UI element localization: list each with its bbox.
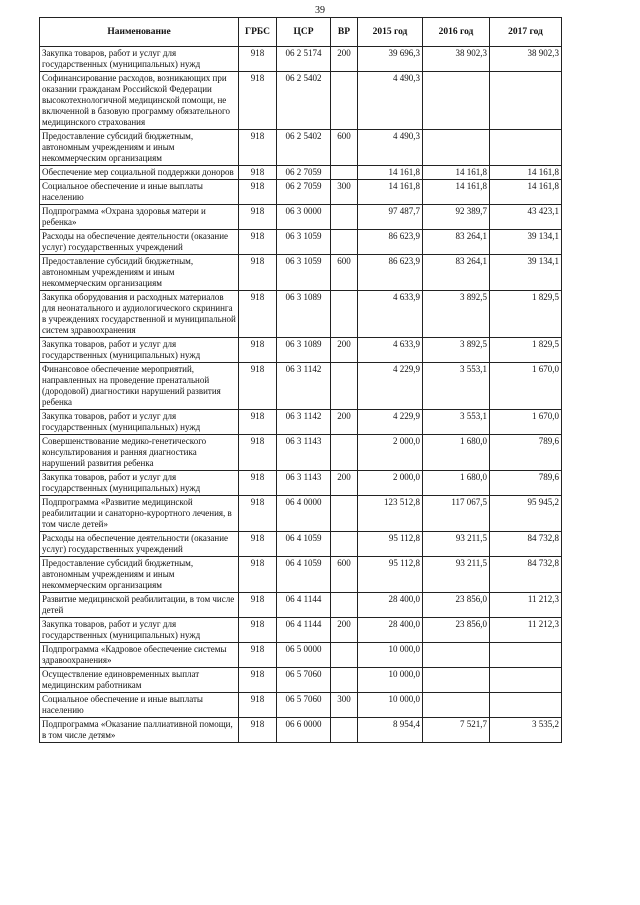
cell-csr: 06 3 1059 — [277, 255, 331, 291]
header-name: Наименование — [40, 18, 239, 47]
cell-vr: 200 — [331, 410, 358, 435]
table-row — [40, 718, 562, 743]
cell-2015: 4 633,9 — [358, 338, 423, 363]
cell-2017: 84 732,8 — [490, 557, 562, 593]
cell-2017 — [490, 643, 562, 668]
cell-vr — [331, 593, 358, 618]
cell-2015: 4 490,3 — [358, 72, 423, 130]
cell-grbs: 918 — [239, 255, 277, 291]
cell-2015: 8 954,4 — [358, 718, 423, 743]
cell-name: Закупка товаров, работ и услуг для государственных (муниципальных) нужд — [40, 471, 239, 496]
cell-name: Расходы на обеспечение деятельности (оказание услуг) государственных учреждений — [40, 532, 239, 557]
table-row — [40, 693, 562, 718]
cell-csr: 06 4 1059 — [277, 557, 331, 593]
cell-name: Предоставление субсидий бюджетным, автономным учреждениям и иным некоммерческим организациям — [40, 557, 239, 593]
cell-2016 — [423, 130, 490, 166]
cell-2015: 97 487,7 — [358, 205, 423, 230]
cell-name: Осуществление единовременных выплат медицинским работникам — [40, 668, 239, 693]
cell-2015: 4 633,9 — [358, 291, 423, 338]
table-row — [40, 668, 562, 693]
cell-csr: 06 4 0000 — [277, 496, 331, 532]
header-vr: ВР — [331, 18, 358, 47]
cell-2015: 95 112,8 — [358, 557, 423, 593]
cell-2015: 28 400,0 — [358, 618, 423, 643]
cell-vr: 300 — [331, 693, 358, 718]
cell-grbs: 918 — [239, 643, 277, 668]
cell-vr — [331, 643, 358, 668]
cell-2017: 1 670,0 — [490, 363, 562, 410]
cell-csr: 06 2 5174 — [277, 47, 331, 72]
cell-2016: 3 892,5 — [423, 291, 490, 338]
cell-2015: 10 000,0 — [358, 643, 423, 668]
table-row — [40, 471, 562, 496]
cell-2016: 83 264,1 — [423, 230, 490, 255]
cell-2017: 3 535,2 — [490, 718, 562, 743]
table-row — [40, 180, 562, 205]
cell-csr: 06 2 5402 — [277, 72, 331, 130]
table-row — [40, 435, 562, 471]
cell-csr: 06 3 1059 — [277, 230, 331, 255]
cell-2015: 4 229,9 — [358, 363, 423, 410]
cell-2017: 1 670,0 — [490, 410, 562, 435]
table-body — [40, 47, 562, 743]
cell-2017: 14 161,8 — [490, 166, 562, 180]
cell-2016: 3 892,5 — [423, 338, 490, 363]
cell-2016: 38 902,3 — [423, 47, 490, 72]
cell-vr: 600 — [331, 557, 358, 593]
cell-name: Подпрограмма «Кадровое обеспечение системы здравоохранения» — [40, 643, 239, 668]
cell-csr: 06 2 7059 — [277, 180, 331, 205]
cell-2017: 95 945,2 — [490, 496, 562, 532]
cell-csr: 06 4 1144 — [277, 618, 331, 643]
cell-2017: 1 829,5 — [490, 338, 562, 363]
table-row — [40, 47, 562, 72]
cell-csr: 06 4 1144 — [277, 593, 331, 618]
cell-2017: 39 134,1 — [490, 255, 562, 291]
cell-grbs: 918 — [239, 471, 277, 496]
cell-vr: 200 — [331, 471, 358, 496]
cell-grbs: 918 — [239, 72, 277, 130]
cell-grbs: 918 — [239, 47, 277, 72]
cell-csr: 06 3 1143 — [277, 435, 331, 471]
cell-2015: 10 000,0 — [358, 668, 423, 693]
cell-2015: 123 512,8 — [358, 496, 423, 532]
cell-2017: 14 161,8 — [490, 180, 562, 205]
cell-csr: 06 3 1089 — [277, 291, 331, 338]
cell-2017 — [490, 668, 562, 693]
cell-vr: 300 — [331, 180, 358, 205]
table-row — [40, 643, 562, 668]
cell-name: Закупка товаров, работ и услуг для государственных (муниципальных) нужд — [40, 618, 239, 643]
cell-grbs: 918 — [239, 668, 277, 693]
table-row — [40, 230, 562, 255]
cell-vr — [331, 435, 358, 471]
cell-name: Предоставление субсидий бюджетным, автономным учреждениям и иным некоммерческим организациям — [40, 130, 239, 166]
table-row — [40, 618, 562, 643]
cell-2016: 14 161,8 — [423, 166, 490, 180]
table-header-row — [40, 18, 562, 47]
header-csr: ЦСР — [277, 18, 331, 47]
cell-2017: 11 212,3 — [490, 593, 562, 618]
cell-csr: 06 5 0000 — [277, 643, 331, 668]
cell-vr: 200 — [331, 47, 358, 72]
cell-name: Закупка товаров, работ и услуг для государственных (муниципальных) нужд — [40, 410, 239, 435]
table-row — [40, 291, 562, 338]
cell-vr — [331, 291, 358, 338]
cell-vr: 600 — [331, 255, 358, 291]
cell-name: Подпрограмма «Охрана здоровья матери и ребенка» — [40, 205, 239, 230]
cell-name: Развитие медицинской реабилитации, в том числе детей — [40, 593, 239, 618]
table-row — [40, 593, 562, 618]
cell-name: Подпрограмма «Оказание паллиативной помощи, в том числе детям» — [40, 718, 239, 743]
cell-name: Софинансирование расходов, возникающих при оказании гражданам Российской Федерации высокотехнологичной медицинской помощи, не включенной в базовую программу обязательного медицинского страхования — [40, 72, 239, 130]
cell-2017: 789,6 — [490, 435, 562, 471]
cell-csr: 06 6 0000 — [277, 718, 331, 743]
cell-2017: 39 134,1 — [490, 230, 562, 255]
cell-csr: 06 3 1089 — [277, 338, 331, 363]
cell-name: Закупка товаров, работ и услуг для государственных (муниципальных) нужд — [40, 338, 239, 363]
cell-vr: 200 — [331, 338, 358, 363]
cell-2016: 3 553,1 — [423, 363, 490, 410]
cell-grbs: 918 — [239, 291, 277, 338]
table-row — [40, 166, 562, 180]
cell-vr — [331, 230, 358, 255]
cell-csr: 06 5 7060 — [277, 668, 331, 693]
cell-name: Закупка товаров, работ и услуг для государственных (муниципальных) нужд — [40, 47, 239, 72]
cell-grbs: 918 — [239, 230, 277, 255]
cell-csr: 06 4 1059 — [277, 532, 331, 557]
cell-2016 — [423, 643, 490, 668]
cell-2015: 14 161,8 — [358, 180, 423, 205]
table-row — [40, 557, 562, 593]
cell-grbs: 918 — [239, 618, 277, 643]
table-row — [40, 363, 562, 410]
cell-2015: 28 400,0 — [358, 593, 423, 618]
cell-csr: 06 5 7060 — [277, 693, 331, 718]
cell-2017 — [490, 72, 562, 130]
cell-grbs: 918 — [239, 205, 277, 230]
cell-2016: 3 553,1 — [423, 410, 490, 435]
cell-vr — [331, 205, 358, 230]
cell-vr — [331, 72, 358, 130]
table-row — [40, 130, 562, 166]
cell-vr — [331, 718, 358, 743]
table-row — [40, 338, 562, 363]
cell-grbs: 918 — [239, 180, 277, 205]
cell-2017: 1 829,5 — [490, 291, 562, 338]
cell-2016: 1 680,0 — [423, 471, 490, 496]
cell-grbs: 918 — [239, 338, 277, 363]
cell-2015: 86 623,9 — [358, 255, 423, 291]
cell-2015: 10 000,0 — [358, 693, 423, 718]
cell-grbs: 918 — [239, 130, 277, 166]
cell-vr — [331, 532, 358, 557]
cell-2016: 117 067,5 — [423, 496, 490, 532]
cell-2016: 83 264,1 — [423, 255, 490, 291]
cell-grbs: 918 — [239, 532, 277, 557]
header-2017: 2017 год — [490, 18, 562, 47]
table-row — [40, 72, 562, 130]
cell-csr: 06 2 5402 — [277, 130, 331, 166]
cell-grbs: 918 — [239, 557, 277, 593]
budget-table — [39, 17, 562, 743]
cell-2017 — [490, 693, 562, 718]
cell-grbs: 918 — [239, 496, 277, 532]
cell-2016 — [423, 693, 490, 718]
cell-csr: 06 3 1143 — [277, 471, 331, 496]
cell-2015: 2 000,0 — [358, 471, 423, 496]
cell-2016 — [423, 668, 490, 693]
cell-2015: 86 623,9 — [358, 230, 423, 255]
cell-grbs: 918 — [239, 166, 277, 180]
cell-name: Предоставление субсидий бюджетным, автономным учреждениям и иным некоммерческим организациям — [40, 255, 239, 291]
cell-2016: 23 856,0 — [423, 593, 490, 618]
cell-name: Расходы на обеспечение деятельности (оказание услуг) государственных учреждений — [40, 230, 239, 255]
cell-grbs: 918 — [239, 435, 277, 471]
cell-vr: 600 — [331, 130, 358, 166]
cell-2017: 43 423,1 — [490, 205, 562, 230]
cell-grbs: 918 — [239, 718, 277, 743]
table-row — [40, 205, 562, 230]
cell-2015: 2 000,0 — [358, 435, 423, 471]
cell-grbs: 918 — [239, 363, 277, 410]
table-row — [40, 532, 562, 557]
cell-2016: 92 389,7 — [423, 205, 490, 230]
cell-2017: 84 732,8 — [490, 532, 562, 557]
cell-2016: 23 856,0 — [423, 618, 490, 643]
cell-name: Подпрограмма «Развитие медицинской реабилитации и санаторно-курортного лечения, в том числе детей» — [40, 496, 239, 532]
cell-2017: 11 212,3 — [490, 618, 562, 643]
cell-vr — [331, 363, 358, 410]
cell-vr: 200 — [331, 618, 358, 643]
cell-name: Финансовое обеспечение мероприятий, направленных на проведение пренатальной (дородовой) диагностики нарушений развития ребенка — [40, 363, 239, 410]
cell-2017 — [490, 130, 562, 166]
page-number: 39 — [315, 5, 325, 16]
cell-vr — [331, 668, 358, 693]
cell-2016: 93 211,5 — [423, 532, 490, 557]
cell-2015: 4 229,9 — [358, 410, 423, 435]
cell-2015: 95 112,8 — [358, 532, 423, 557]
cell-vr — [331, 166, 358, 180]
cell-grbs: 918 — [239, 410, 277, 435]
cell-name: Обеспечение мер социальной поддержки доноров — [40, 166, 239, 180]
cell-csr: 06 3 1142 — [277, 410, 331, 435]
cell-name: Социальное обеспечение и иные выплаты населению — [40, 693, 239, 718]
cell-csr: 06 3 1142 — [277, 363, 331, 410]
cell-2015: 4 490,3 — [358, 130, 423, 166]
table-row — [40, 496, 562, 532]
cell-csr: 06 3 0000 — [277, 205, 331, 230]
cell-name: Закупка оборудования и расходных материалов для неонатального и аудиологического скрининга в учреждениях государственной и муниципальной систем здравоохранения — [40, 291, 239, 338]
header-2015: 2015 год — [358, 18, 423, 47]
header-2016: 2016 год — [423, 18, 490, 47]
cell-2016: 93 211,5 — [423, 557, 490, 593]
header-grbs: ГРБС — [239, 18, 277, 47]
table-row — [40, 255, 562, 291]
cell-2015: 14 161,8 — [358, 166, 423, 180]
cell-2017: 38 902,3 — [490, 47, 562, 72]
cell-2016: 1 680,0 — [423, 435, 490, 471]
table-row — [40, 410, 562, 435]
cell-2016: 7 521,7 — [423, 718, 490, 743]
cell-csr: 06 2 7059 — [277, 166, 331, 180]
cell-name: Совершенствование медико-генетического консультирования и ранняя диагностика нарушений развития ребенка — [40, 435, 239, 471]
cell-grbs: 918 — [239, 693, 277, 718]
cell-name: Социальное обеспечение и иные выплаты населению — [40, 180, 239, 205]
cell-grbs: 918 — [239, 593, 277, 618]
cell-2017: 789,6 — [490, 471, 562, 496]
cell-vr — [331, 496, 358, 532]
cell-2015: 39 696,3 — [358, 47, 423, 72]
cell-2016 — [423, 72, 490, 130]
cell-2016: 14 161,8 — [423, 180, 490, 205]
